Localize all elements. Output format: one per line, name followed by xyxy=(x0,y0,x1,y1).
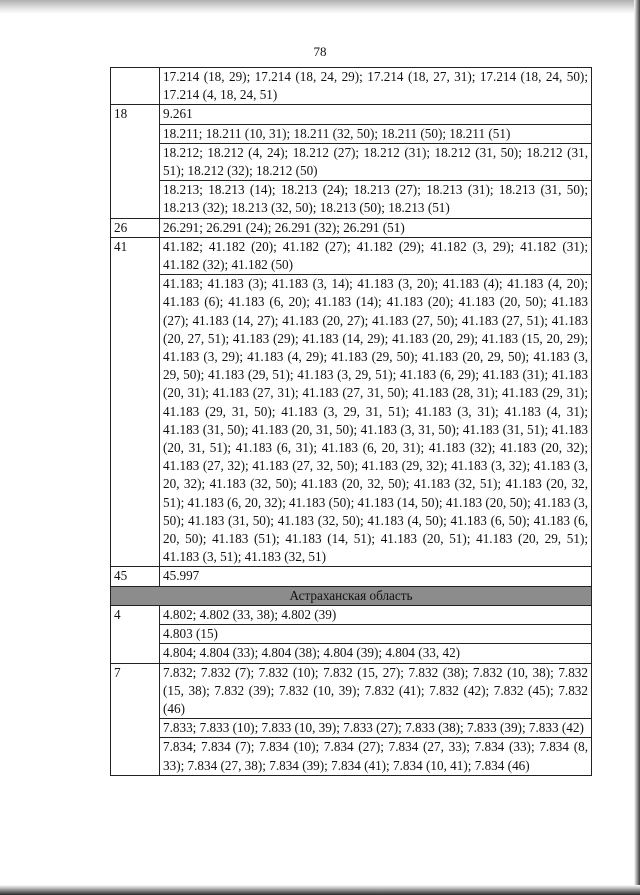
region-title: Астраханская область xyxy=(111,586,592,605)
row-codes: 26.291; 26.291 (24); 26.291 (32); 26.291 (51) xyxy=(160,218,592,237)
row-key: 26 xyxy=(111,218,160,237)
table-row xyxy=(111,567,592,586)
page-number: 78 xyxy=(313,44,327,59)
table-row xyxy=(111,719,592,738)
row-codes: 18.213; 18.213 (14); 18.213 (24); 18.213 (27); 18.213 (31); 18.213 (31, 50); 18.213 (32); 18.213 (32, 50); 18.213 (50); 18.213 (51) xyxy=(160,181,592,218)
table-row xyxy=(111,663,592,719)
row-codes: 7.833; 7.833 (10); 7.833 (10, 39); 7.833 (27); 7.833 (38); 7.833 (39); 7.833 (42) xyxy=(160,719,592,738)
row-key: 45 xyxy=(111,567,160,586)
table-row xyxy=(111,275,592,567)
row-codes: 41.183; 41.183 (3); 41.183 (3, 14); 41.183 (3, 20); 41.183 (4); 41.183 (4, 20); 41.183 (6); 41.183 (6, 20); 41.183 (14); 41.183 (20); 41.183 (20, 50); 41.183 (27); 41.183 (14, 27); 41.183 (20, 27); 41.183 (27, 50); 41.183 (27, 51); 41.183 (20, 27, 51); 41.183 (29); 41.183 (14, 29); 41.183 (20, 29); 41.183 (15, 20, 29); 41.183 (3, 29); 41.183 (4, 29); 41.183 (29, 50); 41.183 (20, 29, 50); 41.183 (3, 29, 50); 41.183 (29, 51); 41.183 (3, 29, 51); 41.183 (6, 29); 41.183 (31); 41.183 (20, 31); 41.183 (27, 31); 41.183 (27, 31, 50); 41.183 (28, 31); 41.183 (29, 31); 41.183 (29, 31, 50); 41.183 (3, 29, 31, 51); 41.183 (3, 31); 41.183 (4, 31); 41.183 (31, 50); 41.183 (20, 31, 50); 41.183 (3, 31, 50); 41.183 (31, 51); 41.183 (20, 31, 51); 41.183 (6, 31); 41.183 (6, 20, 31); 41.183 (32); 41.183 (20, 32); 41.183 (27, 32); 41.183 (27, 32, 50); 41.183 (29, 32); 41.183 (3, 32); 41.183 (3, 20, 32); 41.183 (32, 50); 41.183 (20, 32, 50); 41.183 (32, 51); 41.183 (20, 32, 51); 41.183 (6, 20, 32); 41.183 (50); 41.183 (14, 50); 41.183 (20, 50); 41.183 (3, 50); 41.183 (31, 50); 41.183 (32, 50); 41.183 (4, 50); 41.183 (6, 50); 41.183 (6, 20, 50); 41.183 (51); 41.183 (14, 51); 41.183 (20, 51); 41.183 (20, 29, 51); 41.183 (3, 51); 41.183 (32, 51) xyxy=(160,275,592,567)
row-codes: 18.211; 18.211 (10, 31); 18.211 (32, 50); 18.211 (50); 18.211 (51) xyxy=(160,124,592,143)
region-header-row xyxy=(111,586,592,605)
table-row xyxy=(111,218,592,237)
row-codes: 17.214 (18, 29); 17.214 (18, 24, 29); 17.214 (18, 27, 31); 17.214 (18, 24, 50); 17.214 (4, 18, 24, 51) xyxy=(160,68,592,105)
row-key: 7 xyxy=(111,663,160,775)
table-row xyxy=(111,738,592,775)
row-codes: 4.803 (15) xyxy=(160,625,592,644)
table-row xyxy=(111,124,592,143)
code-table xyxy=(110,67,592,776)
row-codes: 4.802; 4.802 (33, 38); 4.802 (39) xyxy=(160,605,592,624)
row-key xyxy=(111,68,160,105)
row-codes: 41.182; 41.182 (20); 41.182 (27); 41.182 (29); 41.182 (3, 29); 41.182 (31); 41.182 (32); 41.182 (50) xyxy=(160,237,592,274)
table-row xyxy=(111,237,592,274)
scan-edge-top xyxy=(0,0,640,14)
row-key: 18 xyxy=(111,105,160,218)
table-row xyxy=(111,181,592,218)
scan-edge-bottom xyxy=(0,885,640,895)
row-codes: 4.804; 4.804 (33); 4.804 (38); 4.804 (39); 4.804 (33, 42) xyxy=(160,644,592,663)
row-key: 4 xyxy=(111,605,160,663)
table-row xyxy=(111,105,592,124)
row-codes: 18.212; 18.212 (4, 24); 18.212 (27); 18.212 (31); 18.212 (31, 50); 18.212 (31, 51); 18.212 (32); 18.212 (50) xyxy=(160,143,592,180)
scan-edge-right xyxy=(634,0,640,895)
table-row xyxy=(111,68,592,105)
table-row xyxy=(111,605,592,624)
table-row xyxy=(111,644,592,663)
row-codes: 9.261 xyxy=(160,105,592,124)
row-codes: 7.834; 7.834 (7); 7.834 (10); 7.834 (27); 7.834 (27, 33); 7.834 (33); 7.834 (8, 33); 7.834 (27, 38); 7.834 (39); 7.834 (41); 7.834 (10, 41); 7.834 (46) xyxy=(160,738,592,775)
row-codes: 45.997 xyxy=(160,567,592,586)
row-key: 41 xyxy=(111,237,160,567)
table-row xyxy=(111,625,592,644)
table-row xyxy=(111,143,592,180)
row-codes: 7.832; 7.832 (7); 7.832 (10); 7.832 (15, 27); 7.832 (38); 7.832 (10, 38); 7.832 (15, 38); 7.832 (39); 7.832 (10, 39); 7.832 (41); 7.832 (42); 7.832 (45); 7.832 (46) xyxy=(160,663,592,719)
